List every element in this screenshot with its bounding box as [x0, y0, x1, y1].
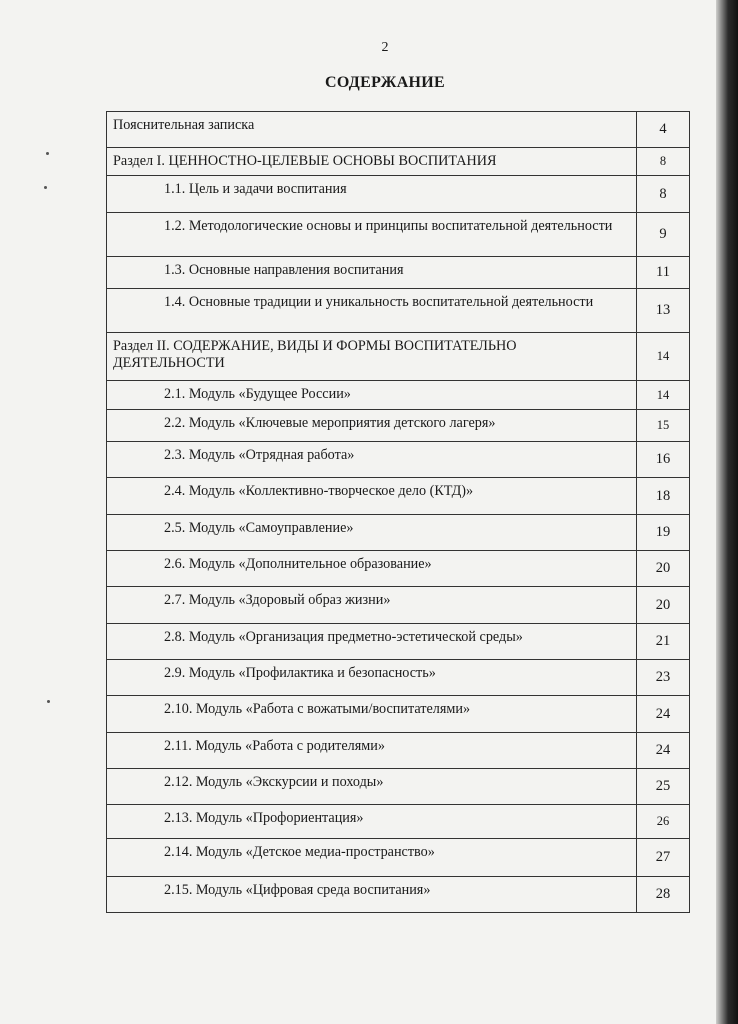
toc-row: [107, 333, 690, 381]
toc-entry-title: 2.3. Модуль «Отрядная работа»: [107, 442, 637, 478]
toc-entry-page: 28: [637, 877, 690, 913]
toc-row: [107, 148, 690, 176]
toc-entry-title: 2.1. Модуль «Будущее России»: [107, 381, 637, 410]
toc-entry-page: 14: [637, 333, 690, 381]
toc-row: [107, 410, 690, 442]
toc-body: [107, 112, 690, 913]
toc-row: [107, 660, 690, 696]
toc-row: [107, 289, 690, 333]
toc-row: [107, 176, 690, 213]
scan-edge-shadow: [716, 0, 738, 1024]
toc-entry-page: 8: [637, 176, 690, 213]
toc-entry-page: 26: [637, 805, 690, 839]
toc-entry-page: 11: [637, 257, 690, 289]
toc-entry-title: 2.2. Модуль «Ключевые мероприятия детского лагеря»: [107, 410, 637, 442]
toc-entry-title: 2.11. Модуль «Работа с родителями»: [107, 733, 637, 769]
toc-entry-title: 2.4. Модуль «Коллективно-творческое дело (КТД)»: [107, 478, 637, 515]
toc-row: [107, 257, 690, 289]
toc-entry-page: 27: [637, 839, 690, 877]
toc-row: [107, 696, 690, 733]
toc-row: [107, 112, 690, 148]
toc-row: [107, 805, 690, 839]
toc-entry-title: 2.14. Модуль «Детское медиа-пространство»: [107, 839, 637, 877]
toc-entry-page: 19: [637, 515, 690, 551]
toc-row: [107, 478, 690, 515]
document-title: СОДЕРЖАНИЕ: [324, 74, 446, 91]
toc-row: [107, 877, 690, 913]
toc-entry-page: 9: [637, 213, 690, 257]
table-of-contents: [106, 111, 690, 913]
toc-entry-page: 21: [637, 624, 690, 660]
toc-entry-page: 14: [637, 381, 690, 410]
toc-entry-title: 2.9. Модуль «Профилактика и безопасность»: [107, 660, 637, 696]
toc-entry-title: 2.13. Модуль «Профориентация»: [107, 805, 637, 839]
toc-entry-title: 2.6. Модуль «Дополнительное образование»: [107, 551, 637, 587]
scan-speck: [47, 700, 50, 703]
toc-entry-page: 23: [637, 660, 690, 696]
toc-entry-page: 15: [637, 410, 690, 442]
toc-entry-page: 16: [637, 442, 690, 478]
toc-entry-page: 24: [637, 696, 690, 733]
toc-entry-page: 13: [637, 289, 690, 333]
scan-speck: [44, 186, 47, 189]
toc-row: [107, 381, 690, 410]
toc-row: [107, 442, 690, 478]
toc-entry-page: 8: [637, 148, 690, 176]
toc-entry-title: 2.12. Модуль «Экскурсии и походы»: [107, 769, 637, 805]
toc-entry-title: 2.8. Модуль «Организация предметно-эстетической среды»: [107, 624, 637, 660]
page-number: 2: [381, 40, 389, 55]
toc-entry-title: Пояснительная записка: [107, 112, 637, 148]
toc-entry-title: 2.10. Модуль «Работа с вожатыми/воспитателями»: [107, 696, 637, 733]
toc-entry-page: 20: [637, 587, 690, 624]
toc-entry-page: 20: [637, 551, 690, 587]
toc-entry-title: Раздел I. ЦЕННОСТНО-ЦЕЛЕВЫЕ ОСНОВЫ ВОСПИТАНИЯ: [107, 148, 637, 176]
toc-entry-page: 18: [637, 478, 690, 515]
toc-row: [107, 769, 690, 805]
toc-row: [107, 733, 690, 769]
toc-entry-title: 1.1. Цель и задачи воспитания: [107, 176, 637, 213]
toc-row: [107, 624, 690, 660]
toc-row: [107, 551, 690, 587]
toc-row: [107, 587, 690, 624]
toc-entry-title: 2.5. Модуль «Самоуправление»: [107, 515, 637, 551]
toc-entry-title: 1.3. Основные направления воспитания: [107, 257, 637, 289]
toc-entry-page: 4: [637, 112, 690, 148]
scan-speck: [46, 152, 49, 155]
toc-entry-title: 2.15. Модуль «Цифровая среда воспитания»: [107, 877, 637, 913]
toc-entry-page: 24: [637, 733, 690, 769]
toc-entry-title: Раздел II. СОДЕРЖАНИЕ, ВИДЫ И ФОРМЫ ВОСПИТАТЕЛЬНО ДЕЯТЕЛЬНОСТИ: [107, 333, 637, 381]
toc-entry-title: 1.2. Методологические основы и принципы воспитательной деятельности: [107, 213, 637, 257]
toc-row: [107, 839, 690, 877]
toc-entry-title: 1.4. Основные традиции и уникальность воспитательной деятельности: [107, 289, 637, 333]
toc-entry-page: 25: [637, 769, 690, 805]
toc-row: [107, 515, 690, 551]
toc-entry-title: 2.7. Модуль «Здоровый образ жизни»: [107, 587, 637, 624]
toc-row: [107, 213, 690, 257]
